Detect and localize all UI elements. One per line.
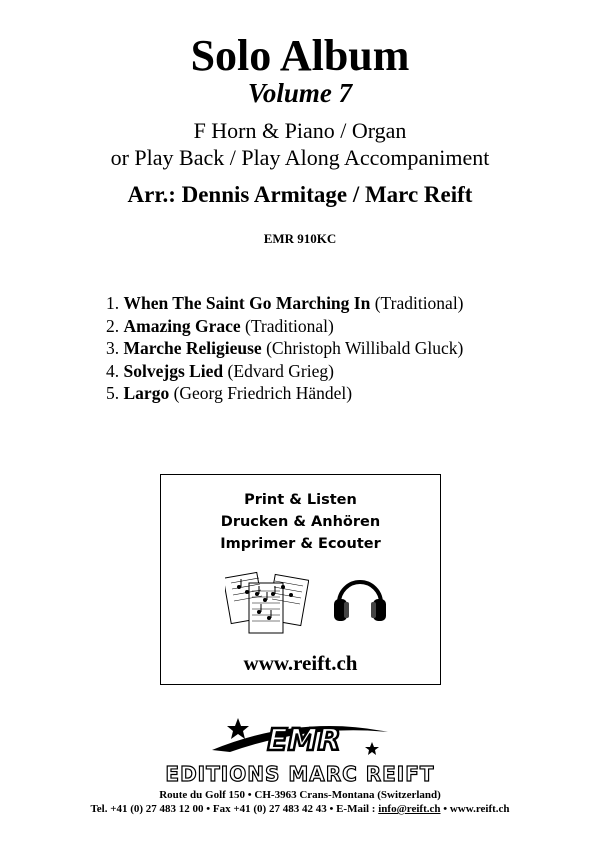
track-composer: (Edvard Grieg) (227, 360, 334, 381)
promo-line-french: Imprimer & Ecouter (220, 536, 381, 552)
print-listen-box (160, 474, 441, 685)
track-number: 5. (106, 383, 120, 403)
publisher-contact (0, 803, 600, 816)
track-number: 2. (106, 315, 120, 336)
track-item (106, 292, 464, 315)
track-number: 1. (106, 293, 120, 313)
track-composer: (Traditional) (245, 315, 334, 336)
track-item (106, 315, 464, 338)
catalog-code: EMR 910KC (263, 231, 337, 246)
track-number: 4. (106, 360, 120, 381)
emr-logo (200, 712, 400, 762)
instrumentation-line-1: F Horn & Piano / Organ (193, 118, 407, 143)
publisher-name (150, 760, 450, 786)
track-title: When The Saint Go Marching In (123, 293, 371, 313)
track-title: Marche Religieuse (123, 338, 262, 358)
track-number: 3. (106, 338, 120, 358)
logo-text: EMR (267, 723, 341, 758)
track-list (106, 292, 464, 405)
headphones-icon (329, 567, 391, 629)
contact-website[interactable]: • www.reift.ch (440, 803, 510, 815)
track-composer: (Georg Friedrich Händel) (173, 383, 353, 403)
promo-line-german: Drucken & Anhören (220, 514, 381, 530)
volume-subtitle: Volume 7 (247, 78, 353, 108)
track-title: Solvejgs Lied (123, 360, 224, 381)
sheet-music-icon (225, 565, 309, 637)
instrumentation-line-2: or Play Back / Play Along Accompaniment (110, 145, 490, 170)
track-composer: (Christoph Willibald Gluck) (266, 338, 464, 358)
cover-title: Solo Album (190, 31, 410, 80)
track-item (106, 360, 464, 383)
contact-phone-fax: Tel. +41 (0) 27 483 12 00 • Fax +41 (0) 27 483 42 43 • E-Mail : (90, 803, 379, 815)
track-title: Amazing Grace (123, 315, 241, 336)
track-item (106, 337, 464, 360)
promo-line-english: Print & Listen (244, 492, 357, 508)
promo-website-link[interactable]: www.reift.ch (243, 651, 358, 675)
track-title: Largo (123, 383, 170, 403)
arranger-credit: Arr.: Dennis Armitage / Marc Reift (127, 182, 473, 207)
track-composer: (Traditional) (374, 293, 464, 313)
publisher-name-text: EDITIONS MARC REIFT (165, 762, 435, 786)
email-link[interactable]: info@reift.ch (378, 803, 441, 815)
publisher-address: Route du Golf 150 • CH-3963 Crans-Montana (Switzerland) (159, 789, 441, 801)
track-item (106, 382, 464, 405)
